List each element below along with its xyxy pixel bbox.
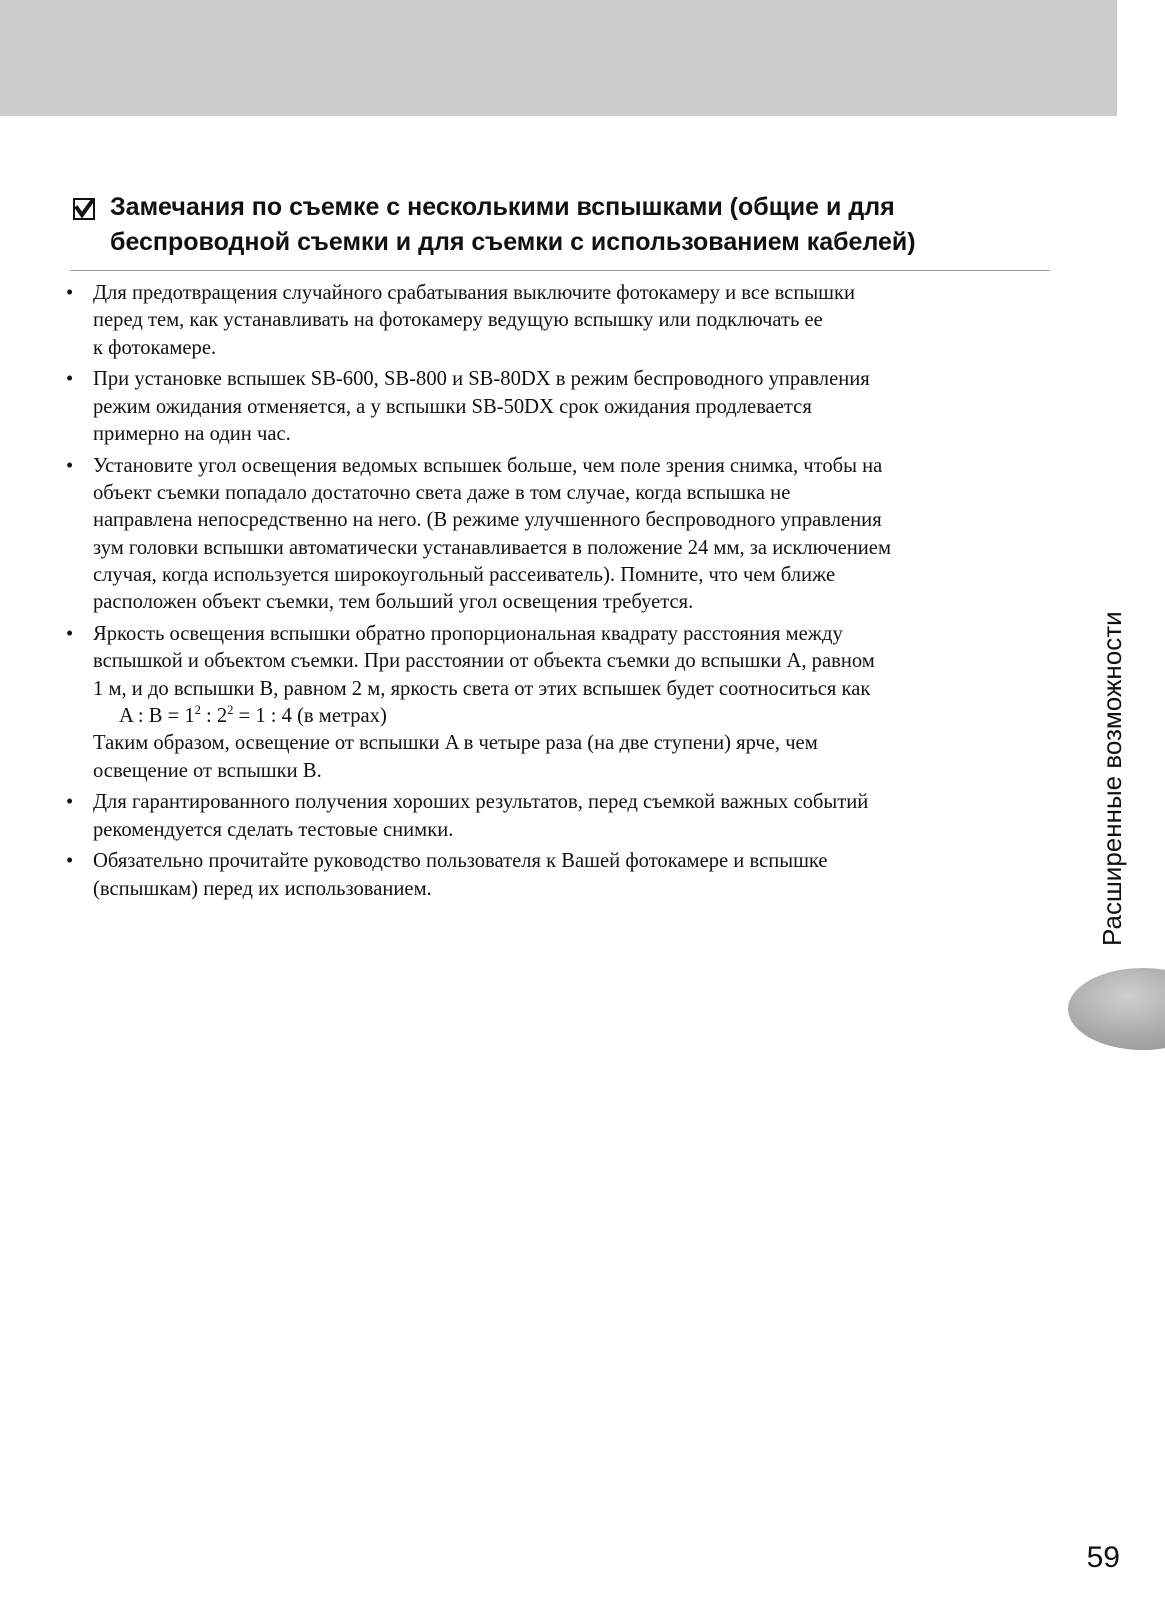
note-line: примерно на один час. xyxy=(93,422,291,445)
note-line: направлена непосредственно на него. (В режиме улучшенного беспроводного управления xyxy=(93,509,882,532)
note-line: перед тем, как устанавливать на фотокамеру ведущую вспышку или подключать ее xyxy=(93,309,823,332)
heading-line-2: беспроводной съемки и для съемки с использованием кабелей) xyxy=(110,228,916,256)
list-item xyxy=(66,789,1056,844)
note-line: рекомендуется сделать тестовые снимки. xyxy=(93,818,454,841)
note-line: к фотокамере. xyxy=(93,336,217,359)
note-line: объект съемки попадало достаточно света даже в том случае, когда вспышка не xyxy=(93,482,791,505)
page-number: 59 xyxy=(1086,1541,1120,1574)
bullet: • xyxy=(66,454,74,477)
formula-part: = 1 : 4 (в метрах) xyxy=(233,704,387,727)
note-line: освещение от вспышки B. xyxy=(93,759,322,782)
note-line: Яркость освещения вспышки обратно пропорциональная квадрату расстояния между xyxy=(93,623,843,646)
note-line: Для предотвращения случайного срабатывания выключите фотокамеру и все вспышки xyxy=(93,282,856,304)
list-item xyxy=(66,280,1056,362)
note-line: Таким образом, освещение от вспышки A в четыре раза (на две ступени) ярче, чем xyxy=(93,732,818,755)
list-item xyxy=(66,453,1056,617)
bullet: • xyxy=(66,623,74,646)
note-line: случая, когда используется широкоугольный рассеиватель). Помните, что чем ближе xyxy=(93,563,836,586)
note-line: режим ожидания отменяется, а у вспышки SB-50DX срок ожидания продлевается xyxy=(93,395,812,418)
note-line: Обязательно прочитайте руководство пользователя к Вашей фотокамере и вспышке xyxy=(93,850,828,873)
note-line: зум головки вспышки автоматически устанавливается в положение 24 мм, за исключением xyxy=(93,536,891,559)
formula-part: : 2 xyxy=(200,704,228,727)
notes-list xyxy=(66,280,1056,908)
bullet: • xyxy=(66,282,74,304)
note-line: Для гарантированного получения хороших результатов, перед съемкой важных событий xyxy=(93,791,869,814)
note-line: расположен объект съемки, тем больший угол освещения требуется. xyxy=(93,591,694,614)
list-item xyxy=(66,621,1056,785)
check-mark-icon xyxy=(73,198,95,220)
formula-part: A : B = 1 xyxy=(119,704,195,727)
formula xyxy=(93,703,1056,730)
section-side-label: Расширенные возможности xyxy=(1097,611,1127,947)
heading-title xyxy=(110,190,1050,260)
note-line: 1 м, и до вспышки B, равном 2 м, яркость света от этих вспышек будет соотноситься как xyxy=(93,677,871,700)
list-item xyxy=(66,366,1056,448)
note-line: вспышкой и объектом съемки. При расстоянии от объекта съемки до вспышки A, равном xyxy=(93,650,875,673)
note-line: (вспышкам) перед их использованием. xyxy=(93,877,432,900)
bullet: • xyxy=(66,791,74,814)
section-tab-marker xyxy=(1068,968,1165,1050)
heading-line-1: Замечания по съемке с несколькими вспышками (общие и для xyxy=(110,193,895,221)
note-line: Установите угол освещения ведомых вспышек больше, чем поле зрения снимка, чтобы на xyxy=(93,454,883,477)
formula-exponent: 2 xyxy=(194,703,201,718)
header-band xyxy=(0,0,1117,116)
bullet: • xyxy=(66,850,74,873)
section-heading xyxy=(70,190,1050,271)
formula-exponent: 2 xyxy=(227,703,234,718)
list-item xyxy=(66,848,1056,903)
note-line: При установке вспышек SB-600, SB-800 и SB-80DX в режим беспроводного управления xyxy=(93,368,870,391)
bullet: • xyxy=(66,368,74,391)
